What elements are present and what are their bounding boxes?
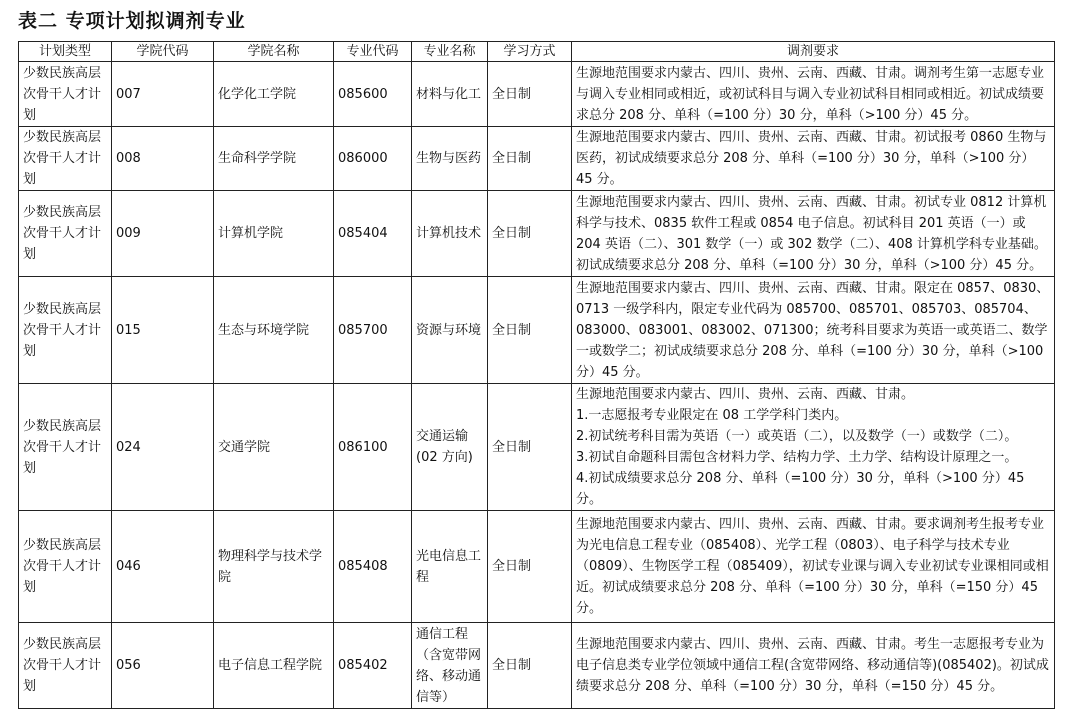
plan-type-cell: 少数民族高层次骨干人才计划 bbox=[19, 62, 112, 127]
header-study-mode: 学习方式 bbox=[488, 42, 572, 62]
college-name-cell: 计算机学院 bbox=[214, 191, 334, 277]
study-mode-cell: 全日制 bbox=[488, 62, 572, 127]
college-name-cell: 生命科学学院 bbox=[214, 127, 334, 191]
college-code-cell: 015 bbox=[112, 277, 214, 384]
plan-type-cell: 少数民族高层次骨干人才计划 bbox=[19, 277, 112, 384]
major-name-cell: 材料与化工 bbox=[412, 62, 488, 127]
header-plan-type: 计划类型 bbox=[19, 42, 112, 62]
requirement-line: 2.初试统考科目需为英语（一）或英语（二），以及数学（一）或数学（二）。 bbox=[576, 429, 1018, 444]
college-name-cell: 物理科学与技术学院 bbox=[214, 511, 334, 623]
major-name-cell: 资源与环境 bbox=[412, 277, 488, 384]
requirements-cell: 生源地范围要求内蒙古、四川、贵州、云南、西藏、甘肃。调剂考生第一志愿专业与调入专业相同或相近，或初试科目与调入专业初试科目相同或相近。初试成绩要求总分 208 分、单科（=100 分）30 分，单科（>100 分）45 分。 bbox=[572, 62, 1055, 127]
header-major-name: 专业名称 bbox=[412, 42, 488, 62]
header-college-name: 学院名称 bbox=[214, 42, 334, 62]
study-mode-cell: 全日制 bbox=[488, 277, 572, 384]
requirement-line: 1.一志愿报考专业限定在 08 工学学科门类内。 bbox=[576, 408, 848, 423]
requirements-cell: 生源地范围要求内蒙古、四川、贵州、云南、西藏、甘肃。限定在 0857、0830、0713 一级学科内，限定专业代码为 085700、085701、085703、085704、083000、083001、083002、071300；统考科目要求为英语一或英语二、数学一或数学二；初试成绩要求总分 208 分、单科（=100 分）30 分，单科（>100 分）45 分。 bbox=[572, 277, 1055, 384]
college-code-cell: 056 bbox=[112, 623, 214, 709]
plan-type-cell: 少数民族高层次骨干人才计划 bbox=[19, 511, 112, 623]
requirements-cell: 生源地范围要求内蒙古、四川、贵州、云南、西藏、甘肃。要求调剂考生报考专业为光电信息工程专业（085408）、光学工程（0803）、电子科学与技术专业（0809）、生物医学工程（085409），初试专业课与调入专业初试专业课相同或相近。初试成绩要求总分 208 分、单科（=100 分）30 分，单科（=150 分）45 分。 bbox=[572, 511, 1055, 623]
table-row bbox=[19, 384, 1055, 511]
major-code-cell: 086000 bbox=[334, 127, 412, 191]
requirements-cell: 生源地范围要求内蒙古、四川、贵州、云南、西藏、甘肃。初试报考 0860 生物与医药，初试成绩要求总分 208 分、单科（=100 分）30 分，单科（>100 分）45 分。 bbox=[572, 127, 1055, 191]
college-name-cell: 化学化工学院 bbox=[214, 62, 334, 127]
major-code-cell: 085408 bbox=[334, 511, 412, 623]
table-row bbox=[19, 62, 1055, 127]
requirement-line: 3.初试自命题科目需包含材料力学、结构力学、土力学、结构设计原理之一。 bbox=[576, 450, 1018, 465]
table-row bbox=[19, 277, 1055, 384]
major-name-cell: 光电信息工程 bbox=[412, 511, 488, 623]
page-title: 表二 专项计划拟调剂专业 bbox=[18, 10, 246, 32]
plan-type-cell: 少数民族高层次骨干人才计划 bbox=[19, 191, 112, 277]
table-row bbox=[19, 623, 1055, 709]
major-code-cell: 085402 bbox=[334, 623, 412, 709]
college-code-cell: 008 bbox=[112, 127, 214, 191]
study-mode-cell: 全日制 bbox=[488, 511, 572, 623]
header-major-code: 专业代码 bbox=[334, 42, 412, 62]
major-name-cell: 通信工程（含宽带网络、移动通信等） bbox=[412, 623, 488, 709]
college-code-cell: 046 bbox=[112, 511, 214, 623]
study-mode-cell: 全日制 bbox=[488, 127, 572, 191]
college-name-cell: 生态与环境学院 bbox=[214, 277, 334, 384]
table-row bbox=[19, 191, 1055, 277]
plan-type-cell: 少数民族高层次骨干人才计划 bbox=[19, 127, 112, 191]
study-mode-cell: 全日制 bbox=[488, 623, 572, 709]
college-name-cell: 交通学院 bbox=[214, 384, 334, 511]
major-name-cell: 计算机技术 bbox=[412, 191, 488, 277]
requirement-line: 4.初试成绩要求总分 208 分、单科（=100 分）30 分，单科（>100 分）45 分。 bbox=[576, 471, 1025, 507]
plan-type-cell: 少数民族高层次骨干人才计划 bbox=[19, 623, 112, 709]
table-header-row bbox=[19, 42, 1055, 62]
requirements-cell: 生源地范围要求内蒙古、四川、贵州、云南、西藏、甘肃。考生一志愿报考专业为电子信息类专业学位领域中通信工程(含宽带网络、移动通信等)(085402)。初试成绩要求总分 208 分、单科（=100 分）30 分，单科（=150 分）45 分。 bbox=[572, 623, 1055, 709]
major-code-cell: 085404 bbox=[334, 191, 412, 277]
major-code-cell: 086100 bbox=[334, 384, 412, 511]
requirements-cell bbox=[572, 384, 1055, 511]
table-row bbox=[19, 127, 1055, 191]
study-mode-cell: 全日制 bbox=[488, 384, 572, 511]
major-name-cell: 交通运输(02 方向) bbox=[412, 384, 488, 511]
plan-type-cell: 少数民族高层次骨干人才计划 bbox=[19, 384, 112, 511]
table-row bbox=[19, 511, 1055, 623]
major-name-cell: 生物与医药 bbox=[412, 127, 488, 191]
major-code-cell: 085600 bbox=[334, 62, 412, 127]
college-code-cell: 007 bbox=[112, 62, 214, 127]
major-code-cell: 085700 bbox=[334, 277, 412, 384]
header-requirements: 调剂要求 bbox=[572, 42, 1055, 62]
college-code-cell: 024 bbox=[112, 384, 214, 511]
header-college-code: 学院代码 bbox=[112, 42, 214, 62]
requirements-cell: 生源地范围要求内蒙古、四川、贵州、云南、西藏、甘肃。初试专业 0812 计算机科学与技术、0835 软件工程或 0854 电子信息。初试科目 201 英语（一）或 204 英语（二）、301 数学（一）或 302 数学（二）、408 计算机学科专业基础。初试成绩要求总分 208 分、单科（=100 分）30 分，单科（>100 分）45 分。 bbox=[572, 191, 1055, 277]
study-mode-cell: 全日制 bbox=[488, 191, 572, 277]
college-name-cell: 电子信息工程学院 bbox=[214, 623, 334, 709]
adjustment-table bbox=[18, 41, 1055, 709]
college-code-cell: 009 bbox=[112, 191, 214, 277]
requirement-line: 生源地范围要求内蒙古、四川、贵州、云南、西藏、甘肃。 bbox=[576, 387, 915, 402]
